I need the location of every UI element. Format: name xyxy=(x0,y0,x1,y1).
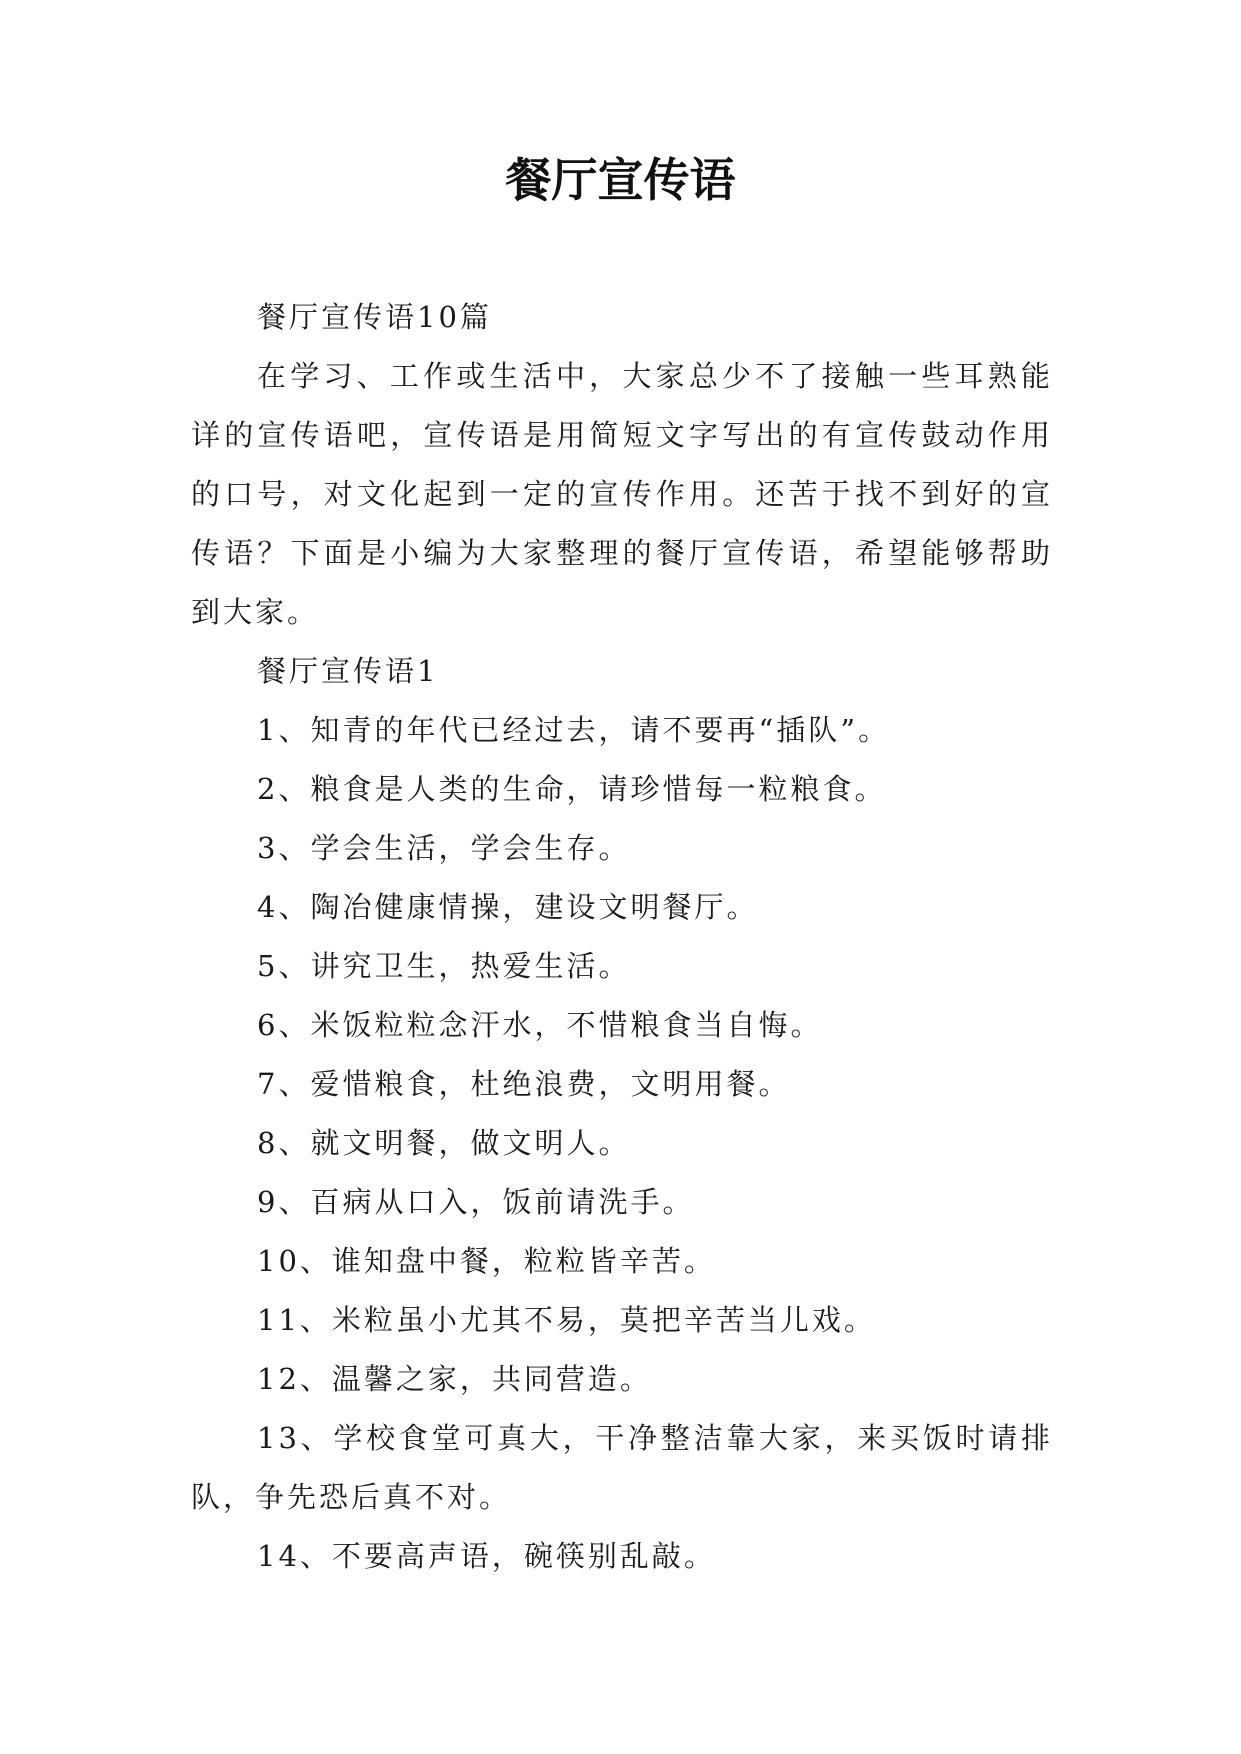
slogan-item: 3、学会生活，学会生存。 xyxy=(257,831,631,865)
paragraph-intro: 在学习、工作或生活中，大家总少不了接触一些耳熟能详的宣传语吧，宣传语是用简短文字写出的有宣传鼓动作用的口号，对文化起到一定的宣传作用。还苦于找不到好的宣传语？下面是小编为大家整理的餐厅宣传语，希望能够帮助到大家。 xyxy=(191,359,1053,629)
document-body xyxy=(191,288,1053,1586)
slogan-item: 13、学校食堂可真大，干净整洁靠大家，来买饭时请排队，争先恐后真不对。 xyxy=(191,1421,1053,1514)
section-heading: 餐厅宣传语1 xyxy=(257,654,439,688)
slogan-item: 4、陶冶健康情操，建设文明餐厅。 xyxy=(257,890,759,924)
slogan-item: 5、讲究卫生，热爱生活。 xyxy=(257,949,631,983)
paragraph-intro-heading: 餐厅宣传语10篇 xyxy=(257,300,492,334)
slogan-item: 1、知青的年代已经过去，请不要再“插队”。 xyxy=(257,713,891,747)
slogan-item: 9、百病从口入，饭前请洗手。 xyxy=(257,1185,695,1219)
slogan-item: 14、不要高声语，碗筷别乱敲。 xyxy=(257,1539,716,1573)
slogan-item: 8、就文明餐，做文明人。 xyxy=(257,1126,631,1160)
slogan-item: 6、米饭粒粒念汗水，不惜粮食当自悔。 xyxy=(257,1008,823,1042)
slogan-item: 7、爱惜粮食，杜绝浪费，文明用餐。 xyxy=(257,1067,791,1101)
slogan-item: 10、谁知盘中餐，粒粒皆辛苦。 xyxy=(257,1244,716,1278)
slogan-item: 11、米粒虽小尤其不易，莫把辛苦当儿戏。 xyxy=(257,1303,876,1337)
document-title: 餐厅宣传语 xyxy=(505,153,736,207)
slogan-item: 12、温馨之家，共同营造。 xyxy=(257,1362,652,1396)
slogan-item: 2、粮食是人类的生命，请珍惜每一粒粮食。 xyxy=(257,772,887,806)
